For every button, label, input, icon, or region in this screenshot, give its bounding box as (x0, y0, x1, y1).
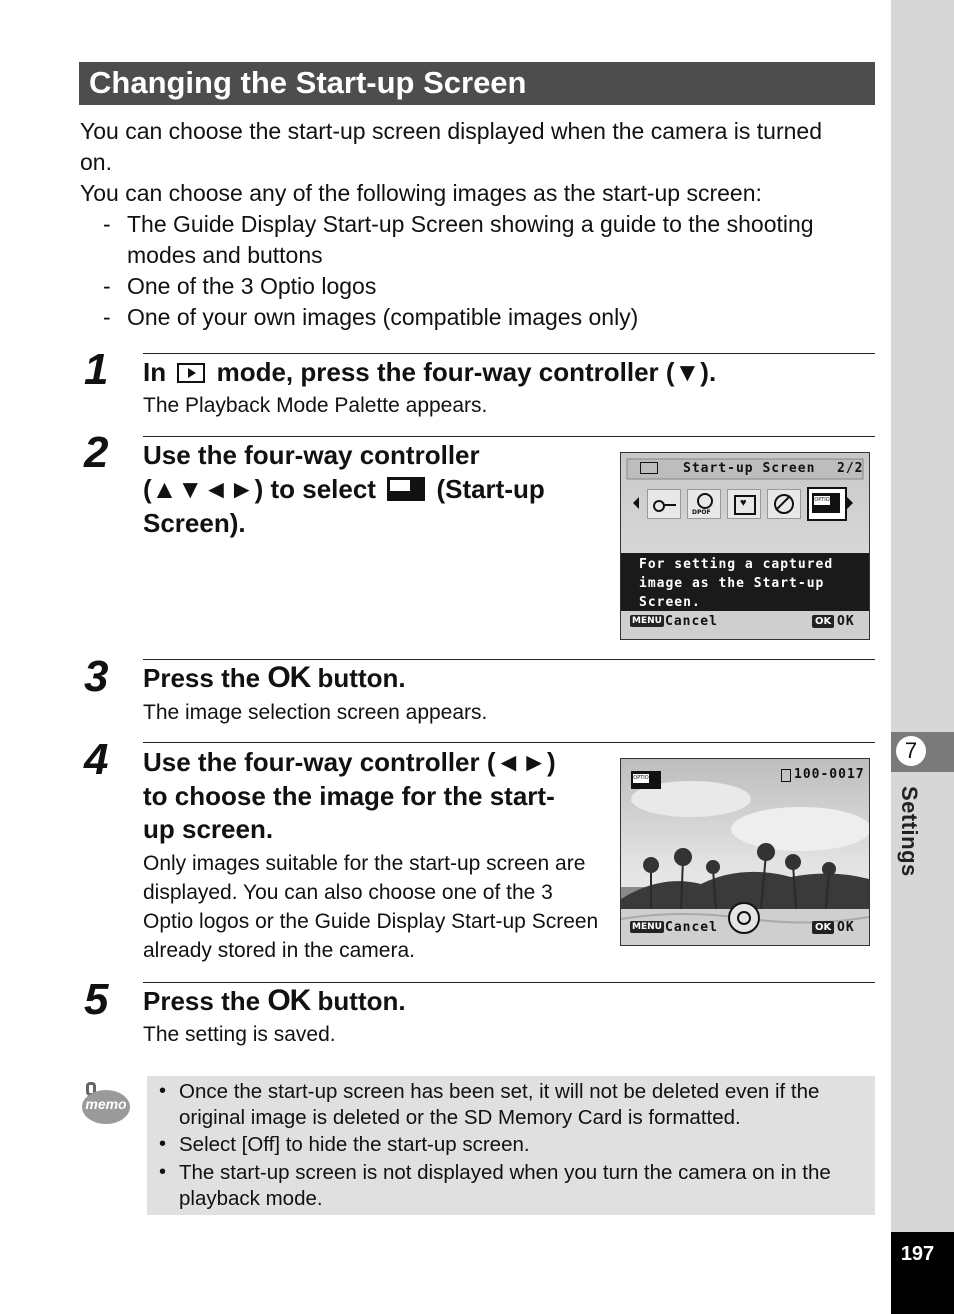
step-number: 2 (84, 428, 109, 477)
startup-screen-icon (631, 771, 661, 789)
list-item: One of the 3 Optio logos (127, 273, 377, 299)
step-divider (143, 982, 875, 983)
intro-paragraph-1: You can choose the start-up screen displayed when the camera is turned on. (80, 118, 822, 175)
step-2-title-post: (Start-up (436, 474, 545, 504)
four-way-controller-icon (728, 902, 760, 934)
menu-badge: MENU (632, 616, 662, 626)
cancel-label: Cancel (665, 614, 718, 629)
ok-glyph: OK (267, 661, 311, 694)
left-arrow-icon (633, 497, 639, 509)
startup-screen-icon (807, 487, 847, 521)
step-divider (143, 436, 875, 437)
list-item: The Guide Display Start-up Screen showing a guide to the shooting modes and buttons (127, 211, 814, 268)
camera-screen-palette (620, 452, 870, 640)
step-number: 5 (84, 975, 109, 1024)
intro-paragraph-2: You can choose any of the following images as the start-up screen: (80, 180, 762, 206)
step-divider (143, 659, 875, 660)
palette-caption-line-3: Screen. (639, 595, 701, 610)
memo-icon (82, 1082, 130, 1126)
dpof-icon (687, 489, 721, 519)
ok-badge: OK (812, 921, 834, 934)
step-2-title-line-3: Screen). (143, 508, 246, 538)
palette-background (621, 453, 869, 639)
step-1-title (143, 355, 716, 389)
frame-icon: ♥ (727, 489, 761, 519)
step-1-description: The Playback Mode Palette appears. (143, 394, 488, 417)
step-5-title (143, 984, 406, 1018)
step-number: 4 (84, 735, 109, 784)
page-title: Changing the Start-up Screen (89, 65, 527, 100)
startup-screen-icon (387, 477, 425, 501)
step-3-title (143, 661, 406, 695)
step-2-title-line-2 (143, 472, 545, 506)
step-3-title-pre: Press the (143, 663, 261, 693)
step-divider (143, 353, 875, 354)
page-number: 197 (900, 1243, 935, 1265)
step-3-title-post: button. (317, 663, 406, 693)
palette-page: 2/2 (837, 461, 864, 476)
step-1-title-post: mode, press the four-way controller (▼). (216, 357, 717, 387)
memo-bullet: • (159, 1161, 167, 1183)
palette-caption-line-1: For setting a captured (639, 557, 834, 572)
memory-card-icon (781, 769, 791, 782)
step-1-title-pre: In (143, 357, 167, 387)
memo-bullet: • (159, 1080, 167, 1102)
optio-label: OPTIO (814, 497, 830, 503)
step-2-title-line-1: Use the four-way controller (143, 440, 480, 470)
step-5-title-post: button. (317, 986, 406, 1016)
memo-item: The start-up screen is not displayed when you turn the camera on in the playback mode. (179, 1161, 831, 1210)
step-number: 1 (84, 345, 109, 394)
memo-item: Select [Off] to hide the start-up screen. (179, 1133, 530, 1156)
memo-item: Once the start-up screen has been set, it will not be deleted even if the original image is deleted or the SD Memory Card is formatted. (179, 1080, 820, 1129)
step-4-description: Only images suitable for the start-up screen are displayed. You can also choose one of the 3 Optio logos or the Guide Display Start-up Screen already stored in the camera. (143, 852, 599, 962)
step-2-title-pre: (▲▼◄►) to select (143, 474, 376, 504)
camera-screen-image-select (620, 758, 870, 946)
no-flash-icon (767, 489, 801, 519)
step-4-title-line-1: Use the four-way controller (◄►) (143, 747, 556, 777)
optio-label: OPTIO (633, 775, 649, 781)
step-3-description: The image selection screen appears. (143, 701, 488, 724)
memo-bullet: • (159, 1133, 167, 1155)
step-5-description: The setting is saved. (143, 1023, 336, 1046)
step-number: 3 (84, 652, 109, 701)
right-arrow-icon (847, 497, 853, 509)
ok-glyph: OK (267, 984, 311, 1017)
palette-caption-line-2: image as the Start-up (639, 576, 825, 591)
list-item: One of your own images (compatible images only) (127, 304, 639, 330)
step-4-title-line-3: up screen. (143, 814, 274, 844)
cancel-label: Cancel (665, 920, 718, 935)
list-dash: - (103, 273, 111, 299)
memo-label: memo (85, 1096, 127, 1112)
ok-badge: OK (812, 615, 834, 628)
playback-icon (177, 363, 205, 383)
playback-icon (640, 462, 658, 474)
dpof-label: DPOF (692, 509, 711, 516)
step-5-title-pre: Press the (143, 986, 261, 1016)
protect-key-icon (647, 489, 681, 519)
list-dash: - (103, 304, 111, 330)
ok-label: OK (837, 920, 855, 935)
palette-header: Start-up Screen (683, 461, 816, 476)
ok-label: OK (837, 614, 855, 629)
list-dash: - (103, 211, 111, 237)
step-divider (143, 742, 875, 743)
chapter-label: Settings (897, 786, 922, 877)
step-4-title-line-2: to choose the image for the start- (143, 781, 555, 811)
menu-badge: MENU (632, 922, 662, 932)
file-number: 100-0017 (794, 767, 865, 782)
side-strip (891, 0, 954, 1314)
chapter-number: 7 (896, 736, 926, 766)
